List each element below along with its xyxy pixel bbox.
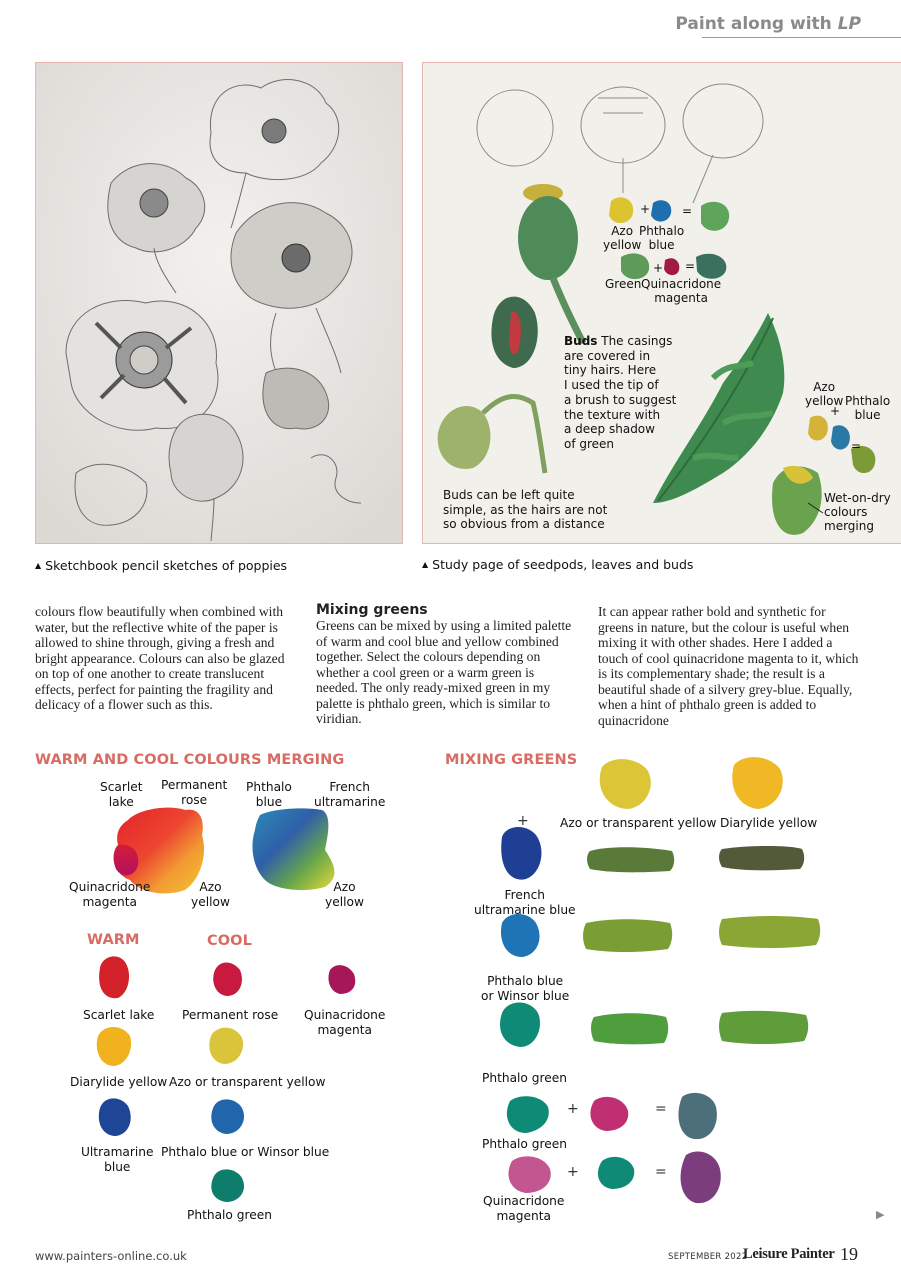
header-rule	[702, 37, 901, 38]
label-phthalo-blue: Phthalo blue or Winsor blue	[161, 1145, 330, 1159]
cool-heading: COOL	[207, 933, 252, 949]
greens-label-blue2: Phthalo blue or Winsor blue	[481, 974, 570, 1003]
purple-result-swatch	[681, 1151, 721, 1203]
mix-azo-phthalo-green-swatch	[591, 1013, 668, 1044]
buds-annotation-text: The casings are covered in tiny hairs. Here I used the tip of a brush to suggest the texture with a deep shadow of green	[564, 334, 677, 451]
caption-triangle-icon: ▲	[35, 561, 42, 570]
running-header-lp: LP	[837, 14, 861, 34]
label-azo-yellow: Azo or transparent yellow	[169, 1075, 326, 1089]
page-number: 19	[840, 1244, 858, 1264]
mix-diarylide-phthalo-green-swatch	[719, 1011, 808, 1044]
leaf-equals: =	[851, 439, 862, 453]
leaf-label-b: Phthalo blue	[845, 394, 891, 422]
warm-heading: WARM	[87, 932, 140, 948]
running-header	[675, 14, 861, 34]
leaf-plus: +	[830, 404, 841, 418]
quin-magenta-row2-swatch	[508, 1156, 550, 1193]
green-mix-swatch	[701, 202, 729, 231]
greens-label-blue1: French ultramarine blue	[474, 888, 576, 917]
merging-label-french: French ultramarine	[314, 780, 386, 809]
greens-plus-top: +	[517, 813, 529, 829]
greens-label-magenta: Quinacridone magenta	[483, 1194, 565, 1223]
ultramarine-blue-swatch	[99, 1098, 131, 1136]
label-diarylide-yellow: Diarylide yellow	[70, 1075, 168, 1089]
buds-annotation-bold: Buds	[564, 334, 598, 348]
merging-label-scarlet: Scarlet lake	[100, 780, 143, 809]
greens-equals-row1: =	[655, 1101, 667, 1117]
mix-diarylide-french-swatch	[719, 846, 804, 870]
diarylide-yellow-swatch	[97, 1027, 131, 1066]
mix-azo-french-swatch	[587, 847, 674, 872]
mixing-greens-heading: Mixing greens	[316, 602, 428, 618]
label-scarlet-lake: Scarlet lake	[83, 1008, 155, 1022]
study-page-caption-text: Study page of seedpods, leaves and buds	[432, 557, 694, 572]
cool-merging-swatch	[252, 808, 334, 890]
wet-on-dry-annotation: Wet-on-dry colours merging	[824, 491, 891, 533]
quinacridone-magenta-swatch	[328, 965, 355, 994]
greens-label-green2: Phthalo green	[482, 1137, 567, 1151]
merging-section-title: WARM AND COOL COLOURS MERGING	[35, 752, 345, 768]
greens-label-green1: Phthalo green	[482, 1071, 567, 1085]
mix-diarylide-phthalo-blue-swatch	[719, 916, 820, 948]
footer-url: www.painters-online.co.uk	[35, 1249, 187, 1263]
phthalo-blue-swatch	[651, 200, 671, 221]
footer-date: SEPTEMBER 2022	[668, 1252, 748, 1262]
phthalo-blue-left-swatch	[501, 914, 540, 957]
mix2-label-b: Quinacridone magenta	[641, 277, 722, 305]
sketches-caption-text: Sketchbook pencil sketches of poppies	[45, 558, 288, 573]
label-ultramarine-blue: Ultramarine blue	[81, 1145, 154, 1174]
azo-yellow-top-swatch	[600, 759, 651, 809]
merging-label-azo2: Azo yellow	[325, 880, 364, 909]
mix-azo-phthalo-blue-swatch	[583, 919, 672, 952]
phthalo-green-left-swatch	[500, 1003, 540, 1048]
greens-plus-row1: +	[567, 1101, 579, 1117]
greens-label-yellow2: Diarylide yellow	[720, 816, 818, 830]
body-column-3-text: It can appear rather bold and synthetic for greens in nature, but the colour is useful when mixing it with other shades. Here I added a touch of cool quinacridone magenta to it, which is its complementary shade; the result is a beautiful shade of a silvery grey-blue. Equally, when a hint of phthalo green is added to quinacridone	[598, 604, 859, 728]
merging-label-permanent: Permanent rose	[161, 778, 228, 807]
merging-label-azo1: Azo yellow	[191, 880, 230, 909]
body-column-1-text: colours flow beautifully when combined with water, but the reflective white of the paper is allowed to shine through, giving a fresh and bright appearance. Colours can also be glazed on top of one another to create translucent effects, perfect for painting the fragility and delicacy of a flower such as this.	[35, 604, 285, 712]
buds-annotation	[564, 334, 676, 452]
body-column-1	[35, 604, 297, 713]
next-page-arrow-icon: ▶	[876, 1209, 885, 1221]
azo-yellow-swatch	[609, 197, 633, 223]
buds-simple-annotation: Buds can be left quite simple, as the hairs are not so obvious from a distance	[443, 488, 608, 531]
greens-label-yellow1: Azo or transparent yellow	[560, 816, 717, 830]
sketchbook-photo	[35, 62, 403, 544]
study-page-photo	[422, 62, 901, 544]
greens-equals-row2: =	[655, 1164, 667, 1180]
merging-label-phthalo: Phthalo blue	[246, 780, 292, 809]
body-column-2-text: Greens can be mixed by using a limited palette of warm and cool blue and yellow combined together. Select the colours depending on whether a cool green or a warm green is needed. The only ready-mixed green in my palette is phthalo green, which is similar to viridian.	[316, 618, 572, 726]
mixing-greens-title: MIXING GREENS	[445, 752, 578, 768]
leaf-label-a: Azo yellow	[805, 380, 844, 408]
greens-plus-row2: +	[567, 1164, 579, 1180]
running-header-text: Paint along with	[675, 14, 838, 34]
diarylide-yellow-top-swatch	[732, 757, 782, 809]
green-swatch	[621, 253, 649, 279]
scarlet-lake-swatch	[99, 956, 129, 998]
mix1-equals: =	[682, 204, 693, 218]
body-column-2	[316, 602, 578, 727]
label-phthalo-green: Phthalo green	[187, 1208, 272, 1222]
quin-magenta-bottom-swatch	[590, 1097, 628, 1131]
phthalo-green-bottom-swatch	[507, 1096, 549, 1133]
caption-triangle-icon: ▲	[422, 560, 429, 569]
phthalo-green-row2-swatch	[598, 1157, 634, 1189]
label-quinacridone-magenta: Quinacridone magenta	[304, 1008, 386, 1037]
mix1-label-a: Azo yellow	[603, 224, 642, 252]
merging-label-quin: Quinacridone magenta	[69, 880, 151, 909]
mix2-equals: =	[685, 259, 696, 273]
mix2-plus: +	[653, 261, 664, 275]
sketches-caption	[35, 558, 287, 573]
phthalo-green-swatch	[211, 1169, 244, 1202]
azo-yellow-swatch	[209, 1028, 243, 1064]
phthalo-blue-swatch	[211, 1099, 244, 1134]
mix1-label-b: Phthalo blue	[639, 224, 685, 252]
footer-magazine-title: Leisure Painter	[743, 1246, 835, 1262]
grey-blue-result-swatch	[678, 1093, 716, 1139]
pencil-sketches-illustration	[36, 63, 402, 543]
mix2-label-a: Green	[605, 277, 642, 291]
french-ultramarine-swatch	[501, 827, 541, 880]
mix1-plus: +	[640, 202, 651, 216]
study-page-caption	[422, 557, 693, 572]
permanent-rose-swatch	[213, 963, 242, 997]
label-permanent-rose: Permanent rose	[182, 1008, 279, 1022]
body-column-3	[598, 604, 860, 728]
